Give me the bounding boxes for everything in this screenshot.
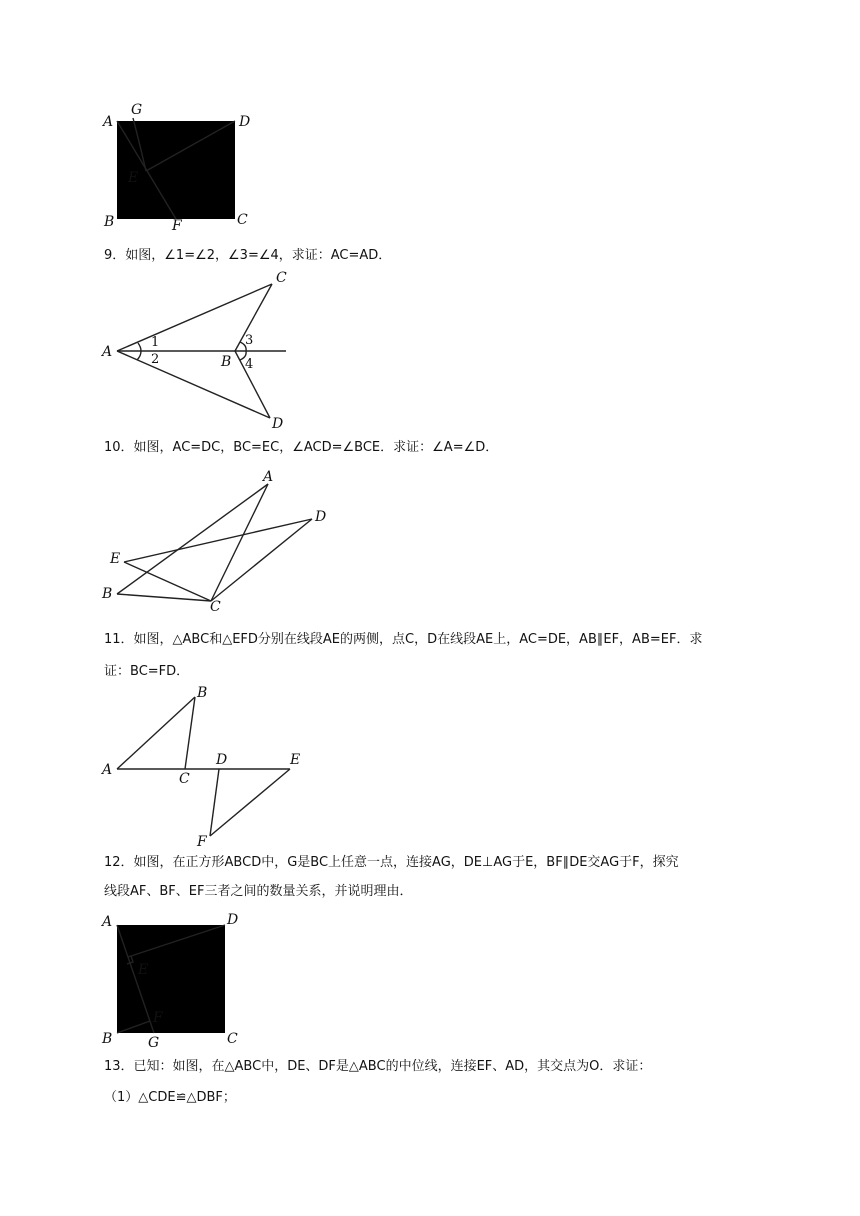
label-c: C [237,212,248,228]
question-13-line-1: 13．已知：如图，在△ABC中，DE、DF是△ABC的中位线，连接EF、AD，其交点为O．求证： [104,1059,652,1074]
label-b: B [102,1031,113,1047]
question-11-line-1: 11．如图，△ABC和△EFD分别在线段AE的两侧，点C，D在线段AE上，AC=DE，AB∥EF，AB=EF．求 [104,632,703,647]
question-10: 10．如图，AC=DC，BC=EC，∠ACD=∠BCE．求证：∠A=∠D． [104,440,499,455]
label-f: F [197,834,207,850]
segment-ed [124,519,312,562]
label-d: D [216,752,228,768]
label-c: C [179,771,190,787]
segment-ab [117,697,195,769]
question-12-line-2: 线段AF、BF、EF三者之间的数量关系，并说明理由． [104,884,413,899]
segment-ef [210,769,290,836]
question-11-line-2: 证：BC=FD． [104,664,190,679]
label-g: G [131,102,143,118]
label-d: D [239,114,251,130]
label-c: C [276,270,287,286]
figure-12 [98,908,248,1048]
label-a: A [263,469,274,485]
question-9: 9．如图，∠1=∠2，∠3=∠4，求证：AC=AD． [104,248,392,263]
question-12-line-1: 12．如图，在正方形ABCD中，G是BC上任意一点，连接AG，DE⊥AG于E，BF∥DE交AG于F，探究 [104,855,679,870]
label-c: C [210,599,221,614]
label-d: D [227,912,239,928]
label-b: B [221,354,232,370]
square-abcd [117,925,225,1033]
label-b: B [104,214,115,230]
figure-9 [98,266,298,432]
label-a: A [102,914,113,930]
label-a: A [103,114,114,130]
label-b: B [197,685,208,701]
figure-10 [98,466,338,614]
label-f: F [153,1010,163,1026]
figure-11 [98,684,318,850]
segment-ba [117,484,268,594]
label-e: E [128,170,139,186]
label-b: B [102,586,113,602]
label-e: E [138,962,149,978]
label-angle-1: 1 [151,335,160,350]
label-angle-3: 3 [245,333,254,348]
segment-ac [211,484,268,601]
label-d: D [272,416,284,432]
label-d: D [315,509,327,525]
label-c: C [227,1031,238,1047]
label-g: G [148,1035,160,1048]
label-angle-2: 2 [151,352,160,367]
question-13-line-2: （1）△CDE≌△DBF； [104,1090,236,1105]
label-e: E [110,551,121,567]
label-e: E [290,752,301,768]
segment-bc [235,284,272,351]
figure-8 [98,98,268,230]
label-angle-4: 4 [245,357,254,372]
label-f: F [172,218,182,230]
angle-arc-2 [137,351,141,360]
segment-dc [211,519,312,601]
label-a: A [102,344,113,360]
angle-arc-1 [138,343,141,351]
segment-fd [210,769,219,836]
segment-bc [185,697,195,769]
label-a: A [102,762,113,778]
